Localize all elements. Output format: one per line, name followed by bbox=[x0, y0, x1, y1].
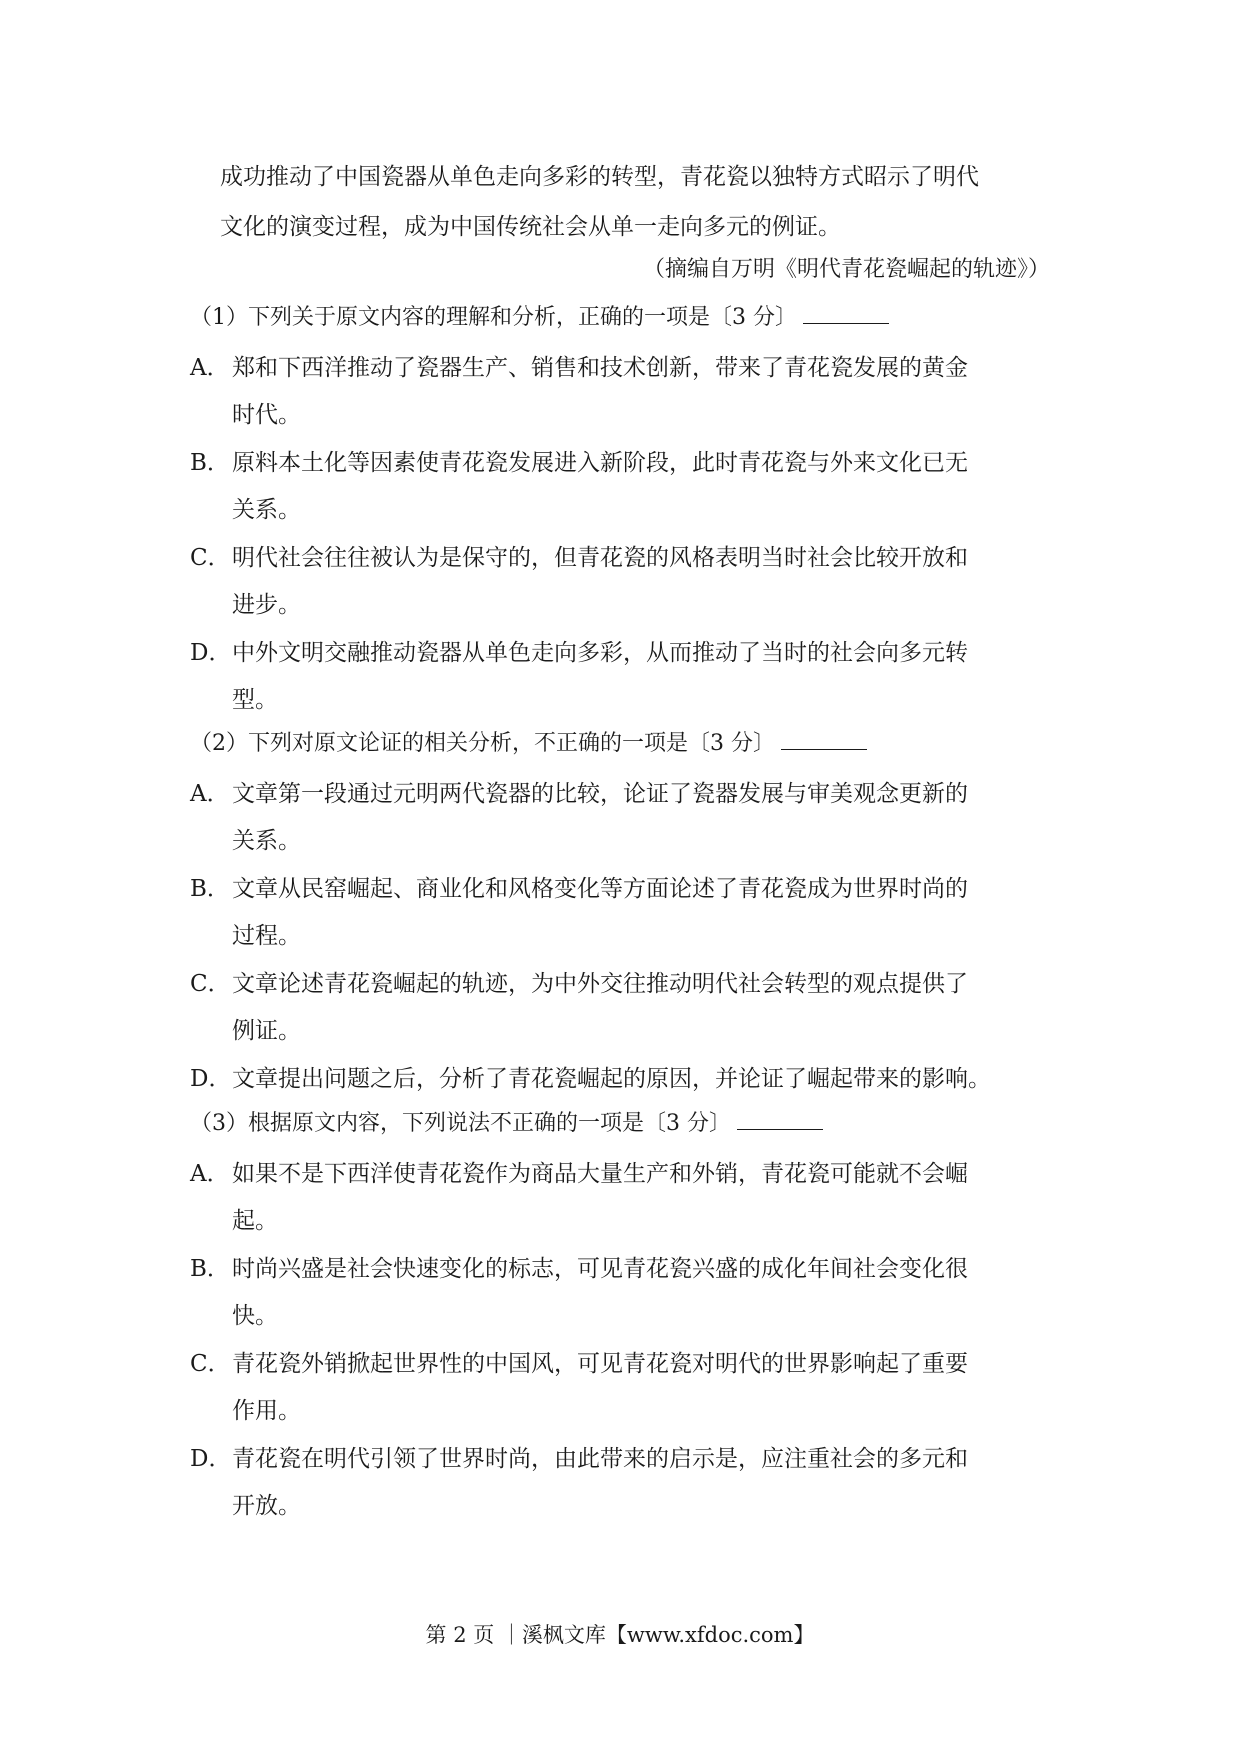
option-text-line2: 时代。 bbox=[232, 402, 301, 428]
q1-option-a bbox=[190, 345, 1050, 439]
q2-option-d bbox=[190, 1056, 1050, 1103]
option-text-line2: 起。 bbox=[232, 1208, 278, 1234]
option-letter: A． bbox=[190, 781, 230, 807]
q3-option-b bbox=[190, 1246, 1050, 1340]
option-text-line2: 关系。 bbox=[232, 497, 301, 523]
option-text-line2: 过程。 bbox=[232, 923, 301, 949]
question-2-text: （2）下列对原文论证的相关分析，不正确的一项是〔3 分〕 bbox=[190, 731, 775, 756]
option-text-line1: 郑和下西洋推动了瓷器生产、销售和技术创新，带来了青花瓷发展的黄金 bbox=[232, 355, 968, 381]
option-letter: C． bbox=[190, 971, 231, 997]
option-letter: B． bbox=[190, 1256, 230, 1282]
passage-paragraph bbox=[220, 152, 1050, 252]
option-letter: A． bbox=[190, 1161, 230, 1187]
answer-blank-1[interactable] bbox=[803, 301, 889, 324]
q3-option-a bbox=[190, 1151, 1050, 1245]
option-text-line1: 时尚兴盛是社会快速变化的标志，可见青花瓷兴盛的成化年间社会变化很 bbox=[232, 1256, 968, 1282]
option-text-line1: 青花瓷外销掀起世界性的中国风，可见青花瓷对明代的世界影响起了重要 bbox=[232, 1351, 968, 1377]
option-text-line2: 作用。 bbox=[232, 1398, 301, 1424]
option-text-line1: 原料本土化等因素使青花瓷发展进入新阶段，此时青花瓷与外来文化已无 bbox=[232, 450, 968, 476]
option-text-line2: 快。 bbox=[232, 1303, 278, 1329]
question-2-stem bbox=[190, 722, 1050, 766]
q1-option-d bbox=[190, 630, 1050, 724]
page-footer: 第 2 页 ｜溪枫文库【www.xfdoc.com】 bbox=[425, 1623, 815, 1647]
option-letter: A． bbox=[190, 355, 230, 381]
passage-source: （摘编自万明《明代青花瓷崛起的轨迹》） bbox=[642, 257, 1050, 282]
q1-option-c bbox=[190, 535, 1050, 629]
option-text-line1: 文章从民窑崛起、商业化和风格变化等方面论述了青花瓷成为世界时尚的 bbox=[232, 876, 968, 902]
passage-line-1: 成功推动了中国瓷器从单色走向多彩的转型，青花瓷以独特方式昭示了明代 bbox=[220, 164, 979, 190]
question-3-text: （3）根据原文内容，下列说法不正确的一项是〔3 分〕 bbox=[190, 1111, 731, 1136]
option-letter: D． bbox=[190, 1066, 232, 1092]
option-text-line1: 如果不是下西洋使青花瓷作为商品大量生产和外销，青花瓷可能就不会崛 bbox=[232, 1161, 968, 1187]
passage-line-2: 文化的演变过程，成为中国传统社会从单一走向多元的例证。 bbox=[220, 214, 841, 240]
option-text-line1: 文章第一段通过元明两代瓷器的比较，论证了瓷器发展与审美观念更新的 bbox=[232, 781, 968, 807]
q3-option-d bbox=[190, 1436, 1050, 1530]
q3-option-c bbox=[190, 1341, 1050, 1435]
question-3-stem bbox=[190, 1102, 1050, 1146]
option-letter: B． bbox=[190, 450, 230, 476]
q2-option-a bbox=[190, 771, 1050, 865]
option-text-line1: 中外文明交融推动瓷器从单色走向多彩，从而推动了当时的社会向多元转 bbox=[232, 640, 968, 666]
q1-option-b bbox=[190, 440, 1050, 534]
q2-option-c bbox=[190, 961, 1050, 1055]
option-text-line2: 例证。 bbox=[232, 1018, 301, 1044]
option-text-line1: 明代社会往往被认为是保守的，但青花瓷的风格表明当时社会比较开放和 bbox=[232, 545, 968, 571]
option-text-line1: 文章提出问题之后，分析了青花瓷崛起的原因，并论证了崛起带来的影响。 bbox=[232, 1066, 991, 1092]
option-text-line2: 关系。 bbox=[232, 828, 301, 854]
option-letter: C． bbox=[190, 1351, 231, 1377]
option-text-line1: 文章论述青花瓷崛起的轨迹，为中外交往推动明代社会转型的观点提供了 bbox=[232, 971, 968, 997]
option-text-line2: 进步。 bbox=[232, 592, 301, 618]
option-letter: D． bbox=[190, 640, 232, 666]
option-text-line1: 青花瓷在明代引领了世界时尚，由此带来的启示是，应注重社会的多元和 bbox=[232, 1446, 968, 1472]
option-text-line2: 开放。 bbox=[232, 1493, 301, 1519]
q2-option-b bbox=[190, 866, 1050, 960]
question-1-stem bbox=[190, 296, 1050, 340]
question-1-text: （1）下列关于原文内容的理解和分析，正确的一项是〔3 分〕 bbox=[190, 305, 797, 330]
option-letter: C． bbox=[190, 545, 231, 571]
option-text-line2: 型。 bbox=[232, 687, 278, 713]
answer-blank-2[interactable] bbox=[781, 727, 867, 750]
answer-blank-3[interactable] bbox=[737, 1107, 823, 1130]
option-letter: D． bbox=[190, 1446, 232, 1472]
option-letter: B． bbox=[190, 876, 230, 902]
